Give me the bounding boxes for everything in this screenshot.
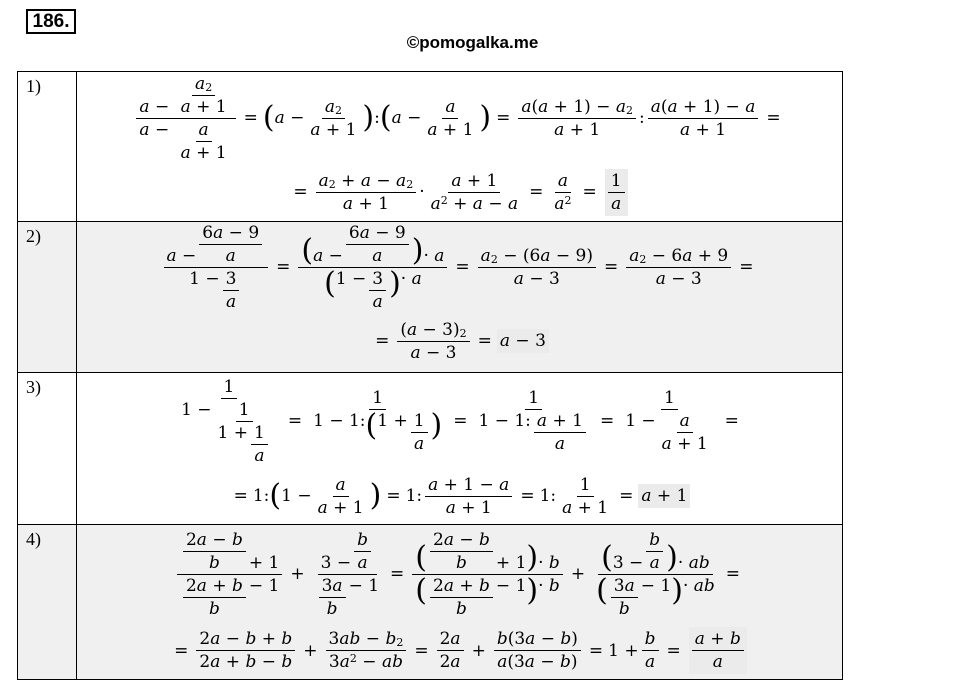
row-label: 2)	[18, 222, 77, 373]
solution-body	[77, 373, 843, 525]
solution-body	[77, 222, 843, 373]
row-label: 4)	[18, 525, 77, 680]
formula-line: = ( a − 3) $_2$ a − 3 = a − 3	[77, 312, 842, 370]
formula-line: = 2 a − b + b 2 a + b − b + 3 ab − b $_2$ 3 a $^2$ − ab = 2 a 2 a + b (3 a − b ) a (3 a − b ) = 1 + $\frac{b}{a}$ = a + b a	[77, 623, 842, 678]
problem-number: 186.	[26, 9, 76, 34]
formula-line: = 1: ( 1 − a a + 1 ) = 1: a + 1 − a a + 1 = 1: 1 a + 1 = a + 1	[77, 469, 842, 523]
answer-highlight: a + b a	[689, 627, 747, 674]
solution-row	[18, 72, 843, 222]
formula-line: a − 6 a − 9 a 1 − $\frac{3}{a}$ = ( a − 6 a − 9 a ) · a ( 1 − $\frac{3}{a}$ ) · a = a $_2$ − (6 a − 9) a − 3 = a $_2$ − 6 a + 9 a − 3 =	[77, 222, 842, 312]
solution-row	[18, 222, 843, 373]
formula-line: a − a $_2$ a + 1 a − a a + 1 = ( a − a $_2$ a + 1 ) : ( a − a a + 1 ) = a ( a + 1) − a $_2$ a + 1 : a ( a + 1) − a a + 1 =	[77, 72, 842, 164]
solution-body	[77, 72, 843, 222]
watermark: ©pomogalka.me	[406, 33, 539, 52]
answer-highlight: $\frac{1}{a}$	[605, 169, 628, 216]
solution-row	[18, 373, 843, 525]
solution-table	[17, 71, 843, 680]
row-label: 3)	[18, 373, 77, 525]
solution-body	[77, 525, 843, 680]
solution-row	[18, 525, 843, 680]
formula-line: 2 a − b b + 1 2 a + b b − 1 + 3 − $\frac{b}{a}$ 3 a b − 1 = ( 2 a − b b + 1 ) · b ( 2 a + b b − 1 ) · b + ( 3 − $\frac{b}{a}$ ) · ab ( 3 a b − 1 ) · ab =	[77, 525, 842, 623]
answer-highlight: a + 1	[638, 484, 690, 508]
row-label: 1)	[18, 72, 77, 222]
answer-highlight: a − 3	[497, 329, 549, 353]
formula-line: = a $_2$ + a − a $_2$ a + 1 · a + 1 a $^2$ + a − a = a a $^2$ = $\frac{1}{a}$	[77, 164, 842, 220]
formula-line: 1 1 − 1 1 + $\frac{1}{a}$ = 1 1 − 1: ( 1 + $\frac{1}{a}$ ) = 1 1 − 1: a + 1 a = 1 1 − a a + 1 =	[181, 376, 739, 466]
